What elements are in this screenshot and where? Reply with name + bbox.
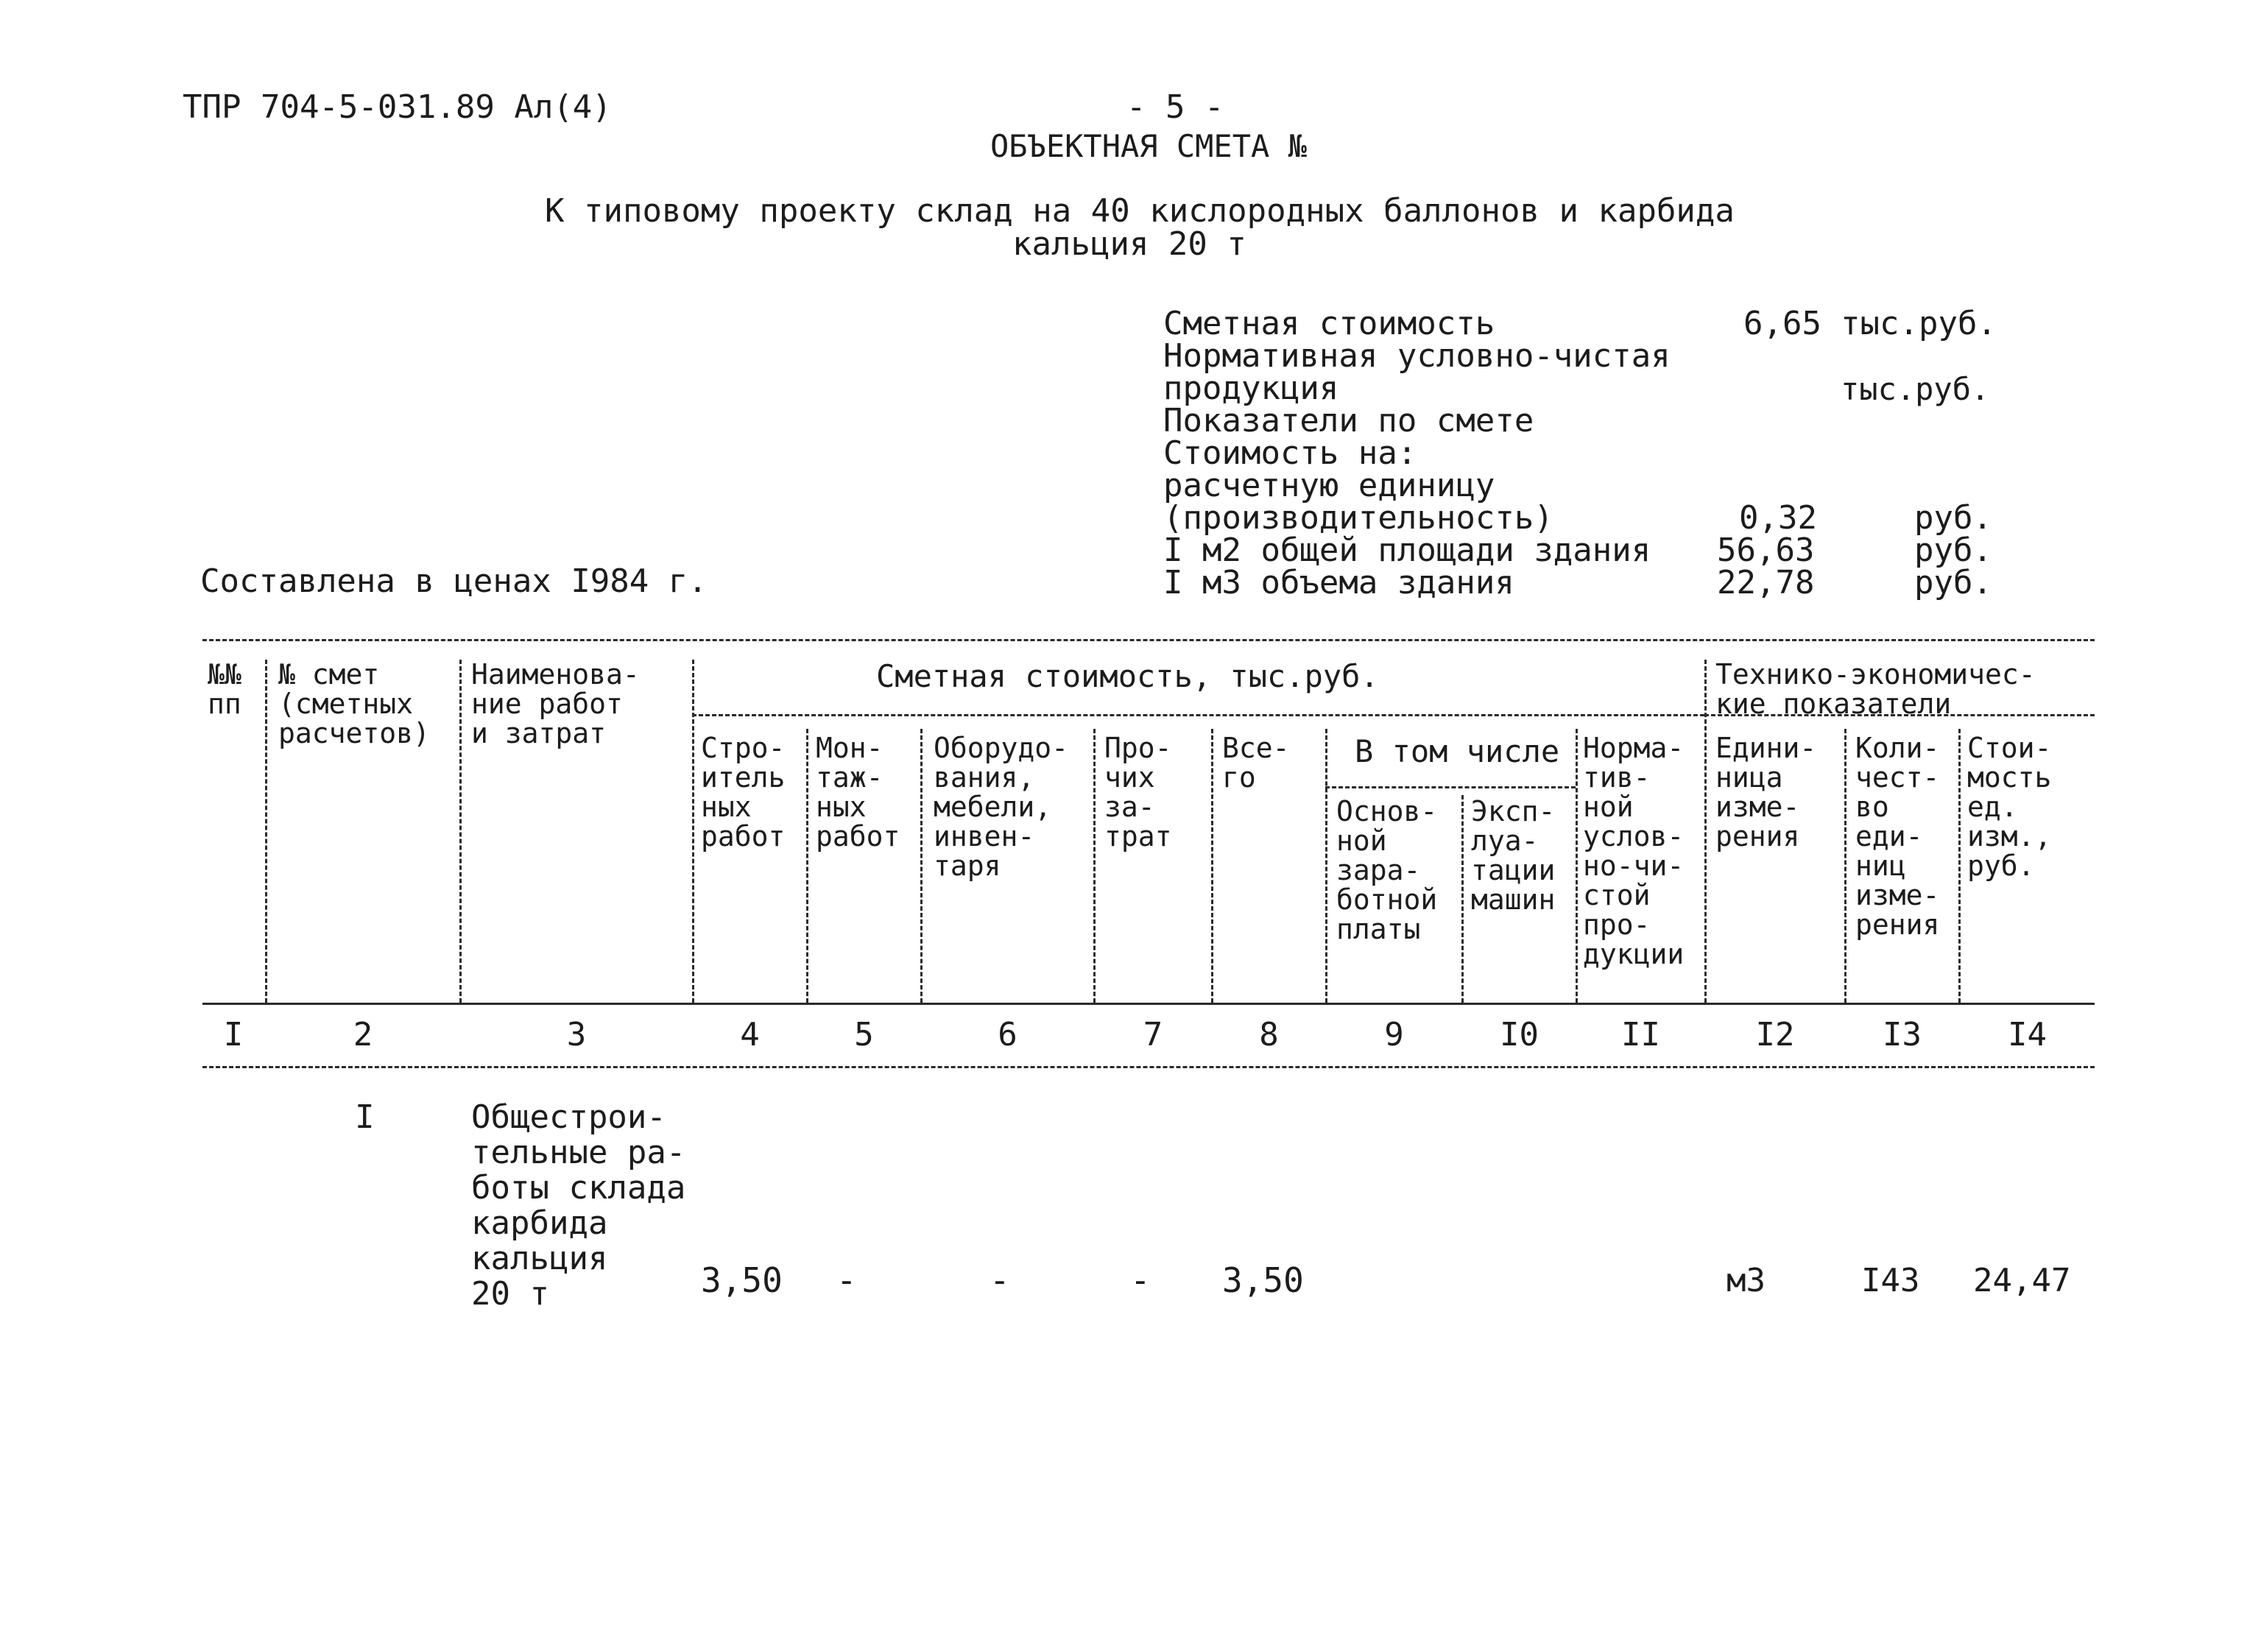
column-number: 2 <box>353 1016 373 1053</box>
document-code: ТПР 704-5-031.89 Ал(4) <box>183 88 612 126</box>
col-divider <box>1461 795 1464 1003</box>
project-subtitle-line2: кальция 20 т <box>1012 225 1246 263</box>
indicators-label: Показатели по смете <box>1163 402 1534 440</box>
header-net-product: Норма- тив- ной услов- но-чи- стой про- дукции <box>1583 732 1685 970</box>
header-machine-operation: Эксп- луа- тации машин <box>1471 795 1556 916</box>
header-other: Про- чих за- трат <box>1104 732 1172 853</box>
row-estimate-number: I <box>355 1098 375 1136</box>
header-unit-of-measure: Едини- ница изме- рения <box>1715 732 1817 853</box>
header-construction: Стро- итель ных работ <box>701 732 786 853</box>
row-other-cost: - <box>1130 1260 1151 1300</box>
estimate-title: ОБЪЕКТНАЯ СМЕТА № <box>990 128 1307 164</box>
col-divider <box>1704 660 1707 1003</box>
header-cost-group: Сметная стоимость, тыс.руб. <box>876 658 1379 694</box>
estimated-cost-unit: тыс.руб. <box>1841 305 1997 342</box>
column-number: 3 <box>566 1016 587 1053</box>
row-installation-cost: - <box>836 1260 857 1300</box>
col-divider <box>1844 729 1846 1003</box>
prices-note: Составлена в ценах I984 г. <box>200 562 708 600</box>
row-unit-cost: 24,47 <box>1973 1262 2071 1299</box>
area-currency: руб. <box>1914 532 1992 569</box>
numbers-bottom-rule <box>202 1066 2095 1068</box>
col-divider <box>806 729 808 1003</box>
project-subtitle-line1: К типовому проекту склад на 40 кислородных баллонов и карбида <box>545 192 1735 230</box>
column-number: II <box>1621 1016 1660 1053</box>
unit-cost-currency: руб. <box>1914 499 1992 537</box>
column-number: I0 <box>1500 1016 1539 1053</box>
col-divider <box>459 660 462 1003</box>
row-unit-of-measure: м3 <box>1726 1262 1766 1299</box>
col-divider <box>1093 729 1096 1003</box>
row-equipment-cost: - <box>990 1260 1010 1300</box>
table-top-rule <box>202 639 2095 641</box>
header-including: В том числе <box>1355 733 1560 769</box>
cost-group-rule <box>692 714 1704 716</box>
col-divider <box>1211 729 1213 1003</box>
header-bottom-rule <box>202 1003 2095 1005</box>
page-number: - 5 - <box>1126 88 1224 126</box>
unit-label-2: (производительность) <box>1163 499 1553 537</box>
column-number: 6 <box>998 1016 1017 1053</box>
row-work-name: Общестрои- тельные ра- боты склада карбида кальция 20 т <box>471 1098 686 1313</box>
column-number: 4 <box>740 1016 760 1053</box>
header-unit-cost: Стои- мость ед. изм., руб. <box>1967 732 2052 882</box>
header-base-salary: Основ- ной зара- ботной платы <box>1336 795 1438 945</box>
header-equipment: Оборудо- вания, мебели, инвен- таря <box>934 732 1069 882</box>
cost-on-label: Стоимость на: <box>1163 434 1417 472</box>
column-number: 7 <box>1143 1016 1163 1053</box>
col-divider <box>920 729 923 1003</box>
estimated-cost-label: Сметная стоимость <box>1163 305 1495 342</box>
header-quantity: Коли- чест- во еди- ниц изме- рения <box>1855 732 1940 941</box>
column-number: I <box>223 1016 244 1053</box>
col-divider <box>1325 729 1327 1003</box>
volume-label: I м3 объема здания <box>1163 564 1514 601</box>
col-divider <box>692 660 694 1003</box>
column-number: 8 <box>1259 1016 1279 1053</box>
col-divider <box>1958 729 1961 1003</box>
volume-value: 22,78 <box>1717 564 1815 601</box>
column-number: 5 <box>854 1016 874 1053</box>
header-estimate-number: № смет (сметных расчетов) <box>278 658 430 749</box>
area-label: I м2 общей площади здания <box>1163 532 1651 569</box>
col-divider <box>265 660 267 1003</box>
estimated-cost-value: 6,65 <box>1743 305 1821 342</box>
row-construction-cost: 3,50 <box>701 1260 783 1300</box>
normative-label-1: Нормативная условно-чистая <box>1163 337 1671 375</box>
col-divider <box>1576 729 1578 1003</box>
volume-currency: руб. <box>1914 564 1992 601</box>
area-value: 56,63 <box>1717 532 1815 569</box>
header-row-number: №№ пп <box>208 658 241 720</box>
unit-cost-value: 0,32 <box>1739 499 1817 537</box>
row-total-cost: 3,50 <box>1222 1260 1304 1300</box>
normative-unit: тыс.руб. <box>1841 371 1990 407</box>
including-rule <box>1325 786 1576 788</box>
normative-label-2: продукция <box>1163 370 1339 407</box>
header-installation: Мон- таж- ных работ <box>816 732 900 853</box>
unit-label-1: расчетную единицу <box>1163 467 1495 504</box>
column-number: I2 <box>1755 1016 1795 1053</box>
header-total: Все- го <box>1222 732 1290 794</box>
header-work-name: Наименова- ние работ и затрат <box>471 658 640 749</box>
column-number: I4 <box>2008 1016 2047 1053</box>
row-quantity: I43 <box>1861 1262 1920 1299</box>
column-number: I3 <box>1883 1016 1922 1053</box>
header-tech-group: Технико-экономичес- кие показатели <box>1715 658 2036 720</box>
column-number: 9 <box>1384 1016 1404 1053</box>
